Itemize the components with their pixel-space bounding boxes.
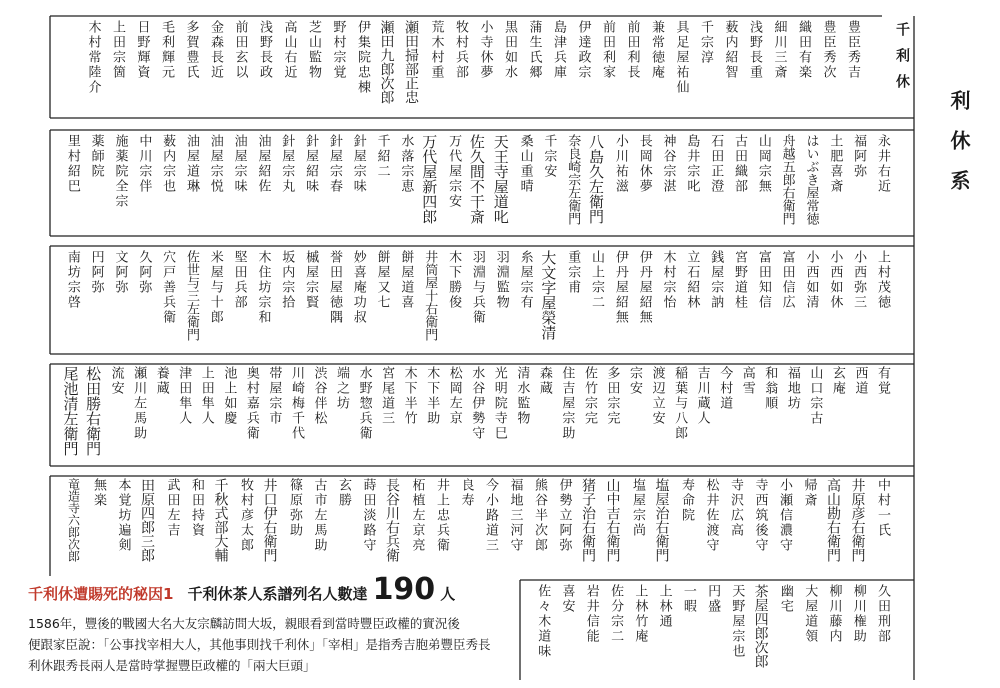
lineage-member: 具足屋祐仙	[673, 20, 689, 95]
lineage-member: 柳川権助	[850, 584, 866, 644]
caption-body	[28, 613, 528, 676]
lineage-member: 川崎梅千代	[288, 366, 304, 441]
lineage-member: 木村常陸介	[85, 20, 101, 95]
lineage-member: 一暇	[680, 584, 696, 614]
lineage-member: 水野惣兵衛	[356, 366, 372, 441]
lineage-member: 薮内紹智	[722, 20, 738, 80]
lineage-member: 上林竹庵	[632, 584, 648, 644]
lineage-member: 上村茂徳	[875, 250, 890, 310]
lineage-member: 石田正澄	[708, 134, 724, 194]
lineage-member: 古田織部	[732, 134, 748, 194]
lineage-member: 薮内宗也	[160, 134, 176, 194]
lineage-member: 油屋宗悦	[207, 134, 223, 194]
lineage-member: 穴戸善兵衛	[160, 250, 176, 325]
lineage-member: 山上宗二	[589, 250, 605, 310]
lineage-member: 日野輝資	[134, 20, 150, 80]
lineage-member: 久阿弥	[136, 250, 152, 295]
lineage-member: 渡辺立安	[649, 366, 665, 426]
lineage-member: 八島久左衛門	[587, 134, 606, 224]
lineage-member: 天野屋宗也	[729, 584, 745, 659]
lineage-member: 良寿	[458, 478, 474, 508]
lineage-member: 宮野道桂	[732, 250, 748, 310]
lineage-member: 兼常徳庵	[649, 20, 664, 80]
lineage-member: 織田有楽	[796, 20, 811, 80]
lineage-member: 万代屋宗安	[446, 134, 462, 209]
lineage-member: 松田勝右衛門	[84, 366, 103, 456]
lineage-member: 富田信広	[779, 250, 795, 310]
lineage-member: 水落宗恵	[398, 134, 414, 194]
caption-unit: 人	[440, 585, 456, 603]
lineage-member: 柳川藤内	[826, 584, 842, 644]
lineage-member: 千宗安	[541, 134, 557, 179]
lineage-member: 蒔田淡路守	[360, 478, 376, 553]
lineage-member: 塩屋治右衛門	[653, 478, 670, 562]
lineage-member: 長岡休夢	[636, 134, 652, 194]
lineage-member: 野村宗覚	[330, 20, 346, 80]
lineage-member: 和翁順	[762, 366, 778, 411]
lineage-member: 永井右近	[875, 134, 890, 194]
lineage-member: 伊集院忠棟	[355, 20, 370, 95]
lineage-member: 針屋宗味	[350, 134, 366, 194]
lineage-member: 武田左吉	[164, 478, 180, 538]
lineage-member: 針屋宗丸	[279, 134, 295, 194]
lineage-member: 流安	[108, 366, 124, 396]
lineage-member: 千秋式部大輔	[212, 478, 229, 562]
lineage-member: 福地坊	[784, 366, 800, 411]
lineage-member: 金森長近	[208, 20, 223, 80]
lineage-member: 小川祐滋	[612, 134, 628, 194]
lineage-member: 玄勝	[336, 478, 351, 508]
lineage-member: 清水監物	[514, 366, 530, 426]
lineage-member: 餅屋道喜	[398, 250, 414, 310]
lineage-member: 多田宗完	[604, 366, 620, 426]
lineage-member: 吉川蔵人	[694, 366, 710, 426]
lineage-member: 木下半助	[424, 366, 440, 426]
lineage-member: 南坊宗啓	[64, 250, 80, 310]
lineage-member: 木下勝俊	[446, 250, 462, 310]
lineage-member: 前田玄以	[232, 20, 248, 80]
lineage-member: 誉田屋徳隅	[326, 250, 342, 325]
lineage-member: 堅田兵部	[231, 250, 247, 310]
lineage-member: 塩屋宗尚	[630, 478, 645, 538]
lineage-member: 帰斎	[801, 478, 817, 508]
caption-main: 千利休茶人系譜列名人數達	[187, 585, 368, 603]
lineage-member: 羽淵監物	[493, 250, 509, 310]
lineage-member: 島井宗叱	[684, 134, 700, 194]
lineage-member: 宗安	[627, 366, 643, 396]
lineage-member: 帯屋宗市	[266, 366, 282, 426]
lineage-member: 木下半竹	[401, 366, 417, 426]
lineage-member: 小寺休夢	[477, 20, 493, 80]
lineage-member: 針屋宗春	[326, 134, 342, 194]
lineage-member: 佐世与三左衛門	[183, 250, 199, 341]
lineage-member: 瀬川左馬助	[131, 366, 147, 441]
lineage-member: 宮尾道三	[379, 366, 395, 426]
lineage-member: 佐久間不干斎	[467, 134, 486, 224]
lineage-member: 糸屋宗有	[517, 250, 533, 310]
lineage-member: 黒田如水	[502, 20, 517, 80]
lineage-member: 神谷宗湛	[660, 134, 676, 194]
lineage-member: 寿命院	[679, 478, 694, 523]
lineage-member: 森蔵	[536, 366, 552, 396]
lineage-member: 油屋道琳	[183, 134, 199, 194]
lineage-member: 荒木村重	[428, 20, 444, 80]
lineage-member: 槭屋宗賢	[303, 250, 319, 310]
lineage-member: 中川宗伴	[136, 134, 152, 194]
lineage-member: 千宗淳	[698, 20, 713, 65]
body-line: 便跟家臣說：「公事找宰相大人，其他事則找千利休」「宰相」是指秀吉胞弟豐臣秀長	[28, 637, 491, 652]
lineage-member: 水谷伊勢守	[469, 366, 485, 441]
lineage-member: 瀬田九郎次郎	[378, 20, 395, 104]
lineage-member: 餅屋又七	[374, 250, 390, 310]
lineage-member: 久田刑部	[875, 584, 890, 644]
lineage-member: 稲葉与八郎	[672, 366, 688, 441]
lineage-member: 牧村彦太郎	[238, 478, 253, 553]
lineage-member: 養蔵	[153, 366, 169, 396]
lineage-member: 中村一氏	[875, 478, 890, 538]
lineage-member: 天王寺屋道叱	[491, 134, 510, 224]
lineage-label: 利休系	[947, 90, 971, 210]
lineage-member: 油屋紹佐	[255, 134, 271, 194]
lineage-member: 幽宅	[777, 584, 793, 614]
lineage-member: 重宗甫	[565, 250, 581, 295]
lineage-member: 井原彦右衛門	[849, 478, 866, 562]
lineage-member: 舟越五郎右衛門	[779, 134, 795, 225]
lineage-member: 羽淵与兵衛	[469, 250, 485, 325]
lineage-member: 米屋与十郎	[207, 250, 223, 325]
lineage-member: 今村道	[717, 366, 733, 411]
lineage-member: 上林通	[656, 584, 672, 629]
lineage-member: 小瀬信濃守	[777, 478, 792, 553]
lineage-member: 妙喜庵功叔	[350, 250, 366, 325]
lineage-member: 小西如清	[803, 250, 819, 310]
lineage-member: 住吉屋宗助	[559, 366, 575, 441]
lineage-member: 芝山監物	[306, 20, 321, 80]
lineage-member: 島津兵庫	[551, 20, 566, 80]
lineage-member: 松岡左京	[446, 366, 462, 426]
lineage-member: 光明院寺巳	[491, 366, 507, 441]
lineage-member: 福阿弥	[851, 134, 867, 179]
lineage-member: 細川三斎	[771, 20, 787, 80]
lineage-member: 奈良崎宗左衛門	[565, 134, 581, 225]
lineage-member: 津田隼人	[176, 366, 192, 426]
lineage-member: 伊達政宗	[575, 20, 591, 80]
lineage-member: 尾池清左衛門	[61, 366, 80, 456]
lineage-member: 和田持資	[189, 478, 204, 538]
lineage-member: 端之坊	[334, 366, 350, 411]
lineage-member: 山岡宗無	[755, 134, 771, 194]
lineage-member: 高山勘右衛門	[825, 478, 841, 562]
lineage-member: 施薬院全宗	[112, 134, 128, 209]
lineage-member: 薬師院	[88, 134, 104, 179]
lineage-member: 井上忠兵衛	[434, 478, 449, 553]
lineage-member: 高雪	[739, 366, 755, 396]
lineage-member: 井筒屋十右衛門	[422, 250, 438, 341]
lineage-member: 小西弥三	[851, 250, 867, 310]
lineage-member: 猪子治右衛門	[580, 478, 596, 562]
lineage-member: 前田利長	[624, 20, 640, 80]
body-line: 利休跟秀長兩人是當時掌握豐臣政權的「兩大巨頭」	[28, 658, 316, 673]
lineage-member: 玄庵	[829, 366, 845, 396]
lineage-member: 寺沢広高	[728, 478, 743, 538]
lineage-member: 伊丹屋紹無	[612, 250, 628, 325]
caption-count: 190	[372, 572, 436, 607]
lineage-member: 木住坊宗和	[255, 250, 271, 325]
lineage-member: 浅野長重	[747, 20, 762, 80]
lineage-member: 井口伊右衛門	[261, 478, 278, 562]
lineage-member: 多賀豊氏	[183, 20, 199, 80]
lineage-member: 浅野長政	[257, 20, 272, 80]
lineage-member: 毛利輝元	[159, 20, 174, 80]
lineage-member: 針屋紹味	[303, 134, 319, 194]
lineage-member: 桑山重晴	[517, 134, 533, 194]
lineage-member: 千紹二	[374, 134, 390, 179]
lineage-member: 田原四郎三郎	[139, 478, 155, 562]
lineage-member: 木村宗怡	[660, 250, 676, 310]
lineage-member: 前田利家	[600, 20, 615, 80]
lineage-member: 篠原弥助	[287, 478, 302, 538]
lineage-member: 本覚坊遍剣	[115, 478, 131, 553]
lineage-member: 佐々木道味	[535, 584, 551, 659]
lineage-member: 池上如慶	[221, 366, 237, 426]
lineage-member: 佐分宗二	[608, 584, 624, 644]
lineage-member: 大文字屋榮清	[539, 250, 558, 340]
lineage-member: 岩井信能	[583, 584, 599, 644]
lineage-member: 円阿弥	[88, 250, 104, 295]
lineage-member: 喜安	[559, 584, 575, 614]
lineage-member: 松井佐渡守	[703, 478, 719, 553]
lineage-member: 豊臣秀次	[820, 20, 836, 80]
lineage-member: 寺西筑後守	[752, 478, 768, 553]
lineage-member: 円盛	[705, 584, 721, 614]
lineage-member: 小西如休	[827, 250, 843, 310]
lineage-member: 瀬田掃部正忠	[403, 20, 419, 104]
lineage-member: 上田宗箇	[110, 20, 125, 80]
lineage-member: 富田知信	[755, 250, 771, 310]
lineage-member: 古市左馬助	[311, 478, 327, 553]
lineage-member: 高山右近	[281, 20, 297, 80]
lineage-member: 牧村兵部	[453, 20, 468, 80]
lineage-member: 竜造寺六郎次郎	[66, 478, 81, 562]
body-line: 1586年，豐後的戰國大名大友宗麟訪問大坂，親眼看到當時豐臣政權的實況後	[28, 616, 460, 631]
chart-title: 千利休	[894, 22, 910, 100]
lineage-member: 豊臣秀吉	[845, 20, 860, 80]
lineage-member: 伊勢立阿弥	[556, 478, 572, 553]
lineage-member: 蒲生氏郷	[526, 20, 542, 80]
lineage-member: 山口宗古	[807, 366, 823, 426]
caption-block	[28, 572, 528, 676]
lineage-member: 伊丹屋紹無	[636, 250, 652, 325]
lineage-member: 文阿弥	[112, 250, 128, 295]
lineage-member: 有覚	[875, 366, 890, 396]
lineage-member: はいぶき屋常徳	[803, 134, 819, 225]
lineage-member: 熊谷半次郎	[532, 478, 547, 553]
caption-red-title: 千利休遭賜死的秘因1	[28, 585, 174, 603]
lineage-member: 今小路道三	[483, 478, 498, 553]
lineage-member: 福地三河守	[507, 478, 523, 553]
lineage-member: 銭屋宗訥	[708, 250, 724, 310]
lineage-member: 長谷川右兵衛	[384, 478, 400, 562]
lineage-member: 無楽	[91, 478, 106, 508]
lineage-member: 上田隼人	[198, 366, 214, 426]
lineage-member: 油屋宗味	[231, 134, 247, 194]
lineage-member: 里村紹巴	[64, 134, 80, 194]
lineage-member: 立石紹林	[684, 250, 700, 310]
lineage-member: 奥村嘉兵衛	[243, 366, 259, 441]
lineage-member: 柘植左京亮	[409, 478, 425, 553]
lineage-member: 山中吉右衛門	[604, 478, 621, 562]
lineage-member: 坂内宗拾	[279, 250, 295, 310]
lineage-member: 佐竹宗完	[581, 366, 597, 426]
lineage-member: 渋谷伴松	[311, 366, 327, 426]
lineage-member: 茶屋四郎次郎	[752, 584, 769, 668]
lineage-member: 万代屋新四郎	[420, 134, 439, 224]
lineage-member: 大屋道領	[802, 584, 818, 644]
lineage-member: 土肥喜斎	[827, 134, 843, 194]
lineage-member: 西道	[852, 366, 868, 396]
